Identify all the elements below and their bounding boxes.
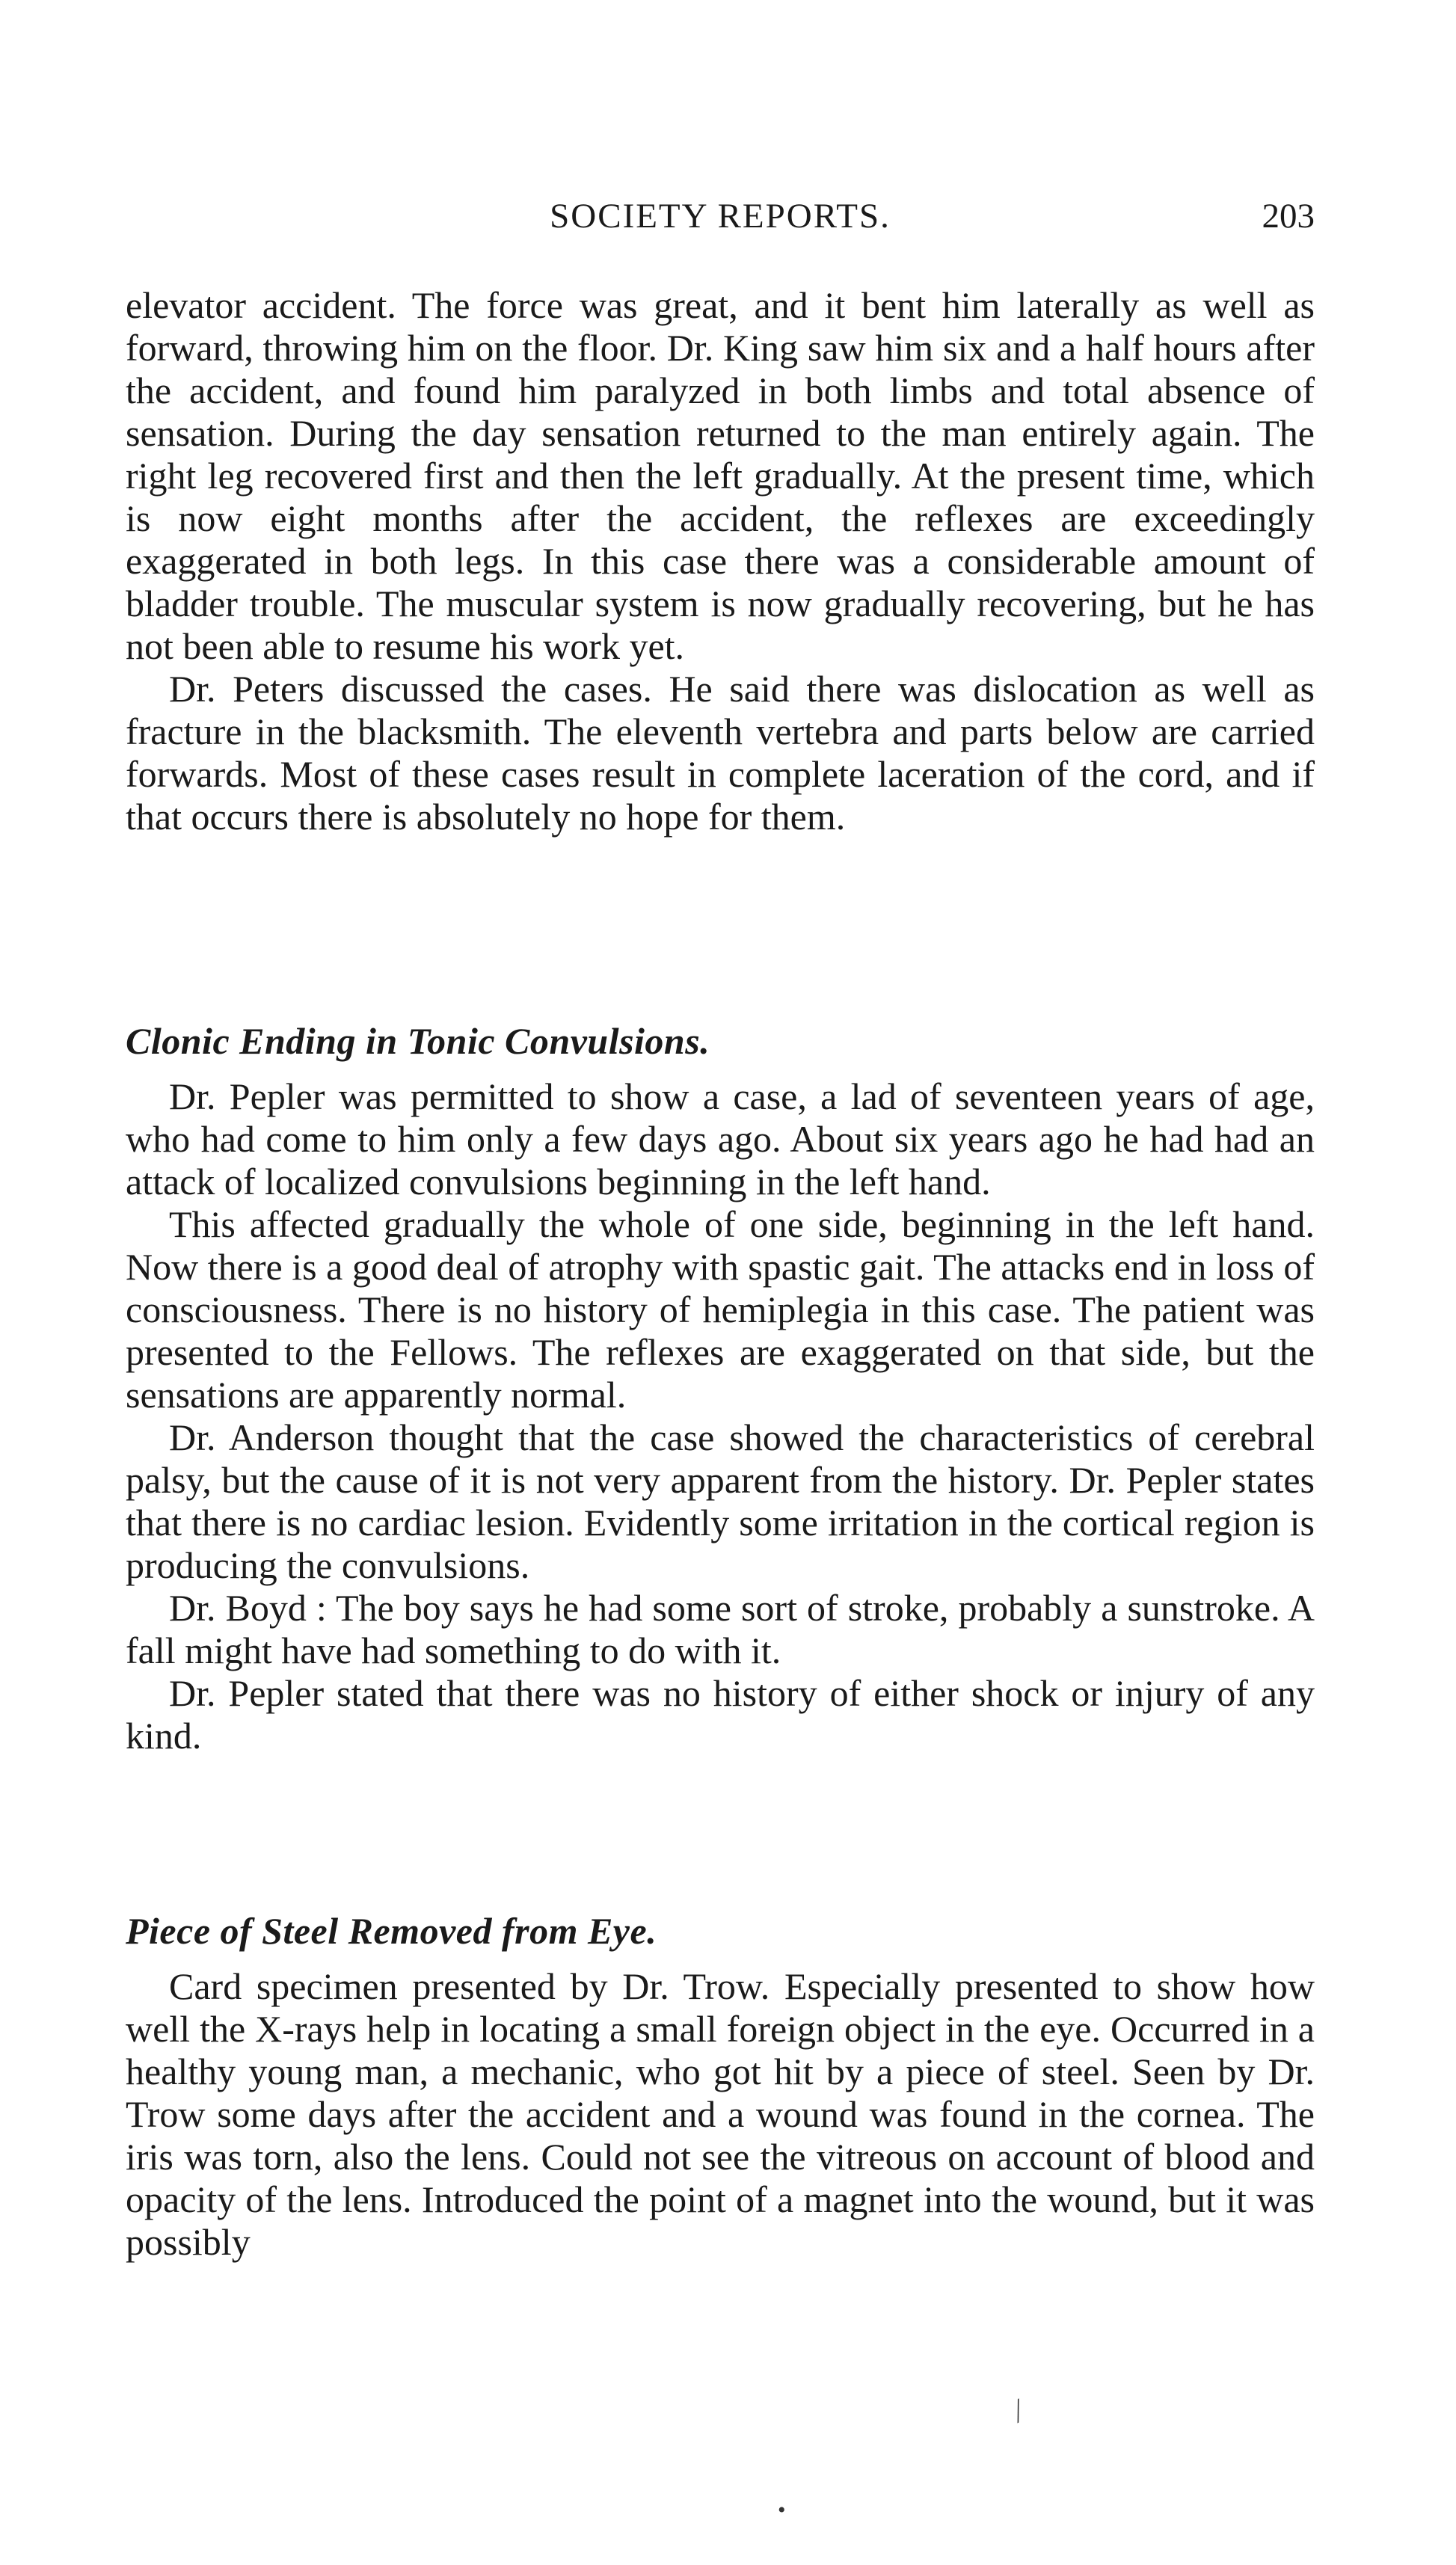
- section-heading: Piece of Steel Removed from Eye.: [126, 1910, 657, 1952]
- paragraph: This affected gradually the whole of one side, beginning in the left hand. Now there is a good deal of atrophy with spastic gait. The attacks end in loss of consciousness. There is no history of hemiplegia in this case. The patient was presented to the Fellows. The reflexes are exaggerated on that side, but the sensations are apparently normal.: [126, 1203, 1315, 1416]
- section-continuation: [126, 284, 1315, 838]
- ink-mark: ∕: [1006, 2395, 1030, 2426]
- running-head: [126, 196, 1315, 248]
- paragraph: Dr. Pepler was permitted to show a case, a lad of seventeen years of age, who had come to him only a few days ago. About six years ago he had had an attack of localized convulsions beginning in the left hand.: [126, 1075, 1315, 1202]
- page-number: 203: [1262, 197, 1315, 236]
- paragraph: Dr. Boyd : The boy says he had some sort of stroke, probably a sunstroke. A fall might have had something to do with it.: [126, 1587, 1315, 1671]
- running-title: SOCIETY REPORTS.: [550, 197, 891, 236]
- paragraph: Card specimen presented by Dr. Trow. Especially presented to show how well the X-rays help in locating a small foreign object in the eye. Occurred in a healthy young man, a mechanic, who got hit by a piece of steel. Seen by Dr. Trow some days after the accident and a wound was found in the cornea. The iris was torn, also the lens. Could not see the vitreous on account of blood and opacity of the lens. Introduced the point of a magnet into the wound, but it was possibly: [126, 1965, 1315, 2263]
- paragraph: Dr. Pepler stated that there was no history of either shock or injury of any kind.: [126, 1672, 1315, 1757]
- section-steel-removed: [126, 1965, 1315, 2264]
- paragraph: Dr. Anderson thought that the case showed the characteristics of cerebral palsy, but the cause of it is not very apparent from the history. Dr. Pepler states that there is no cardiac lesion. Evidently some irritation in the cortical region is producing the convulsions.: [126, 1416, 1315, 1586]
- section-clonic-convulsions: [126, 1075, 1315, 1757]
- section-heading: Clonic Ending in Tonic Convulsions.: [126, 1020, 710, 1062]
- paragraph: elevator accident. The force was great, and it bent him laterally as well as forward, throwing him on the floor. Dr. King saw him six and a half hours after the accident, and found him paralyzed in both limbs and total absence of sensation. During the day sensation returned to the man entirely again. The right leg recovered first and then the left gradually. At the present time, which is now eight months after the accident, the reflexes are exceedingly exaggerated in both legs. In this case there was a considerable amount of bladder trouble. The muscular system is now gradually recovering, but he has not been able to resume his work yet.: [126, 284, 1315, 667]
- ink-dot: •: [778, 2498, 786, 2522]
- paragraph: Dr. Peters discussed the cases. He said there was dislocation as well as fracture in the blacksmith. The eleventh vertebra and parts below are carried forwards. Most of these cases result in complete laceration of the cord, and if that occurs there is absolutely no hope for them.: [126, 668, 1315, 838]
